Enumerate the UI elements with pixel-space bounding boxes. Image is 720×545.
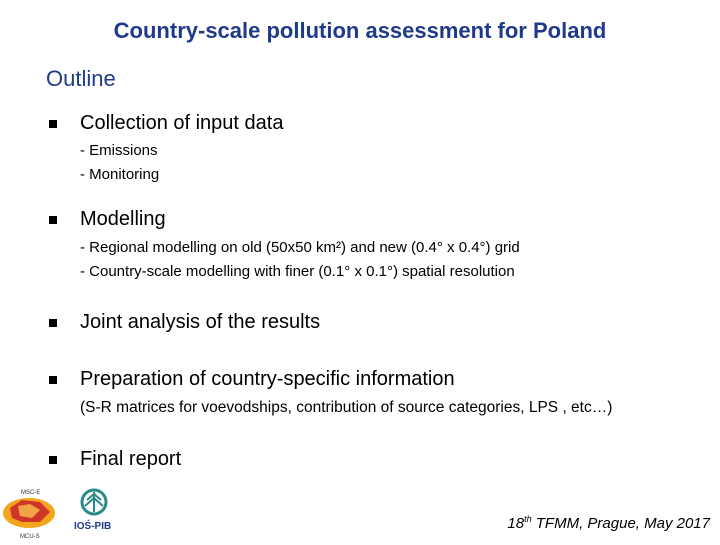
footer-conference: 18th TFMM, Prague, May 2017 bbox=[507, 514, 710, 532]
logo-top-text: MSC-E bbox=[21, 490, 41, 496]
msc-e-logo bbox=[0, 486, 62, 540]
ios-pib-logo bbox=[70, 486, 122, 540]
logo-bottom-text: MCU-S bbox=[20, 534, 40, 540]
bullet-note: (S-R matrices for voevodships, contribution of source categories, LPS , etc…) bbox=[80, 399, 613, 416]
bullet-label: Collection of input data bbox=[80, 112, 284, 134]
bullet-square-icon bbox=[49, 376, 57, 384]
sub-item: - Regional modelling on old (50x50 km²) and new (0.4° x 0.4°) grid bbox=[80, 239, 520, 256]
slide-title: Country-scale pollution assessment for Poland bbox=[113, 18, 607, 43]
bullet-square-icon bbox=[49, 319, 57, 327]
outline-heading: Outline bbox=[46, 66, 116, 91]
bullet-square-icon bbox=[49, 120, 57, 128]
bullet-label: Modelling bbox=[80, 208, 166, 230]
bullet-square-icon bbox=[49, 216, 57, 224]
bullet-square-icon bbox=[49, 456, 57, 464]
sub-item: - Monitoring bbox=[80, 166, 160, 183]
bullet-label: Final report bbox=[80, 448, 182, 470]
bullet-label: Preparation of country-specific information bbox=[80, 368, 455, 390]
bullet-label: Joint analysis of the results bbox=[80, 311, 321, 333]
logo-text: IOŚ-PIB bbox=[74, 521, 112, 532]
sub-item: - Country-scale modelling with finer (0.1° x 0.1°) spatial resolution bbox=[80, 263, 515, 280]
sub-item: - Emissions bbox=[80, 142, 158, 159]
